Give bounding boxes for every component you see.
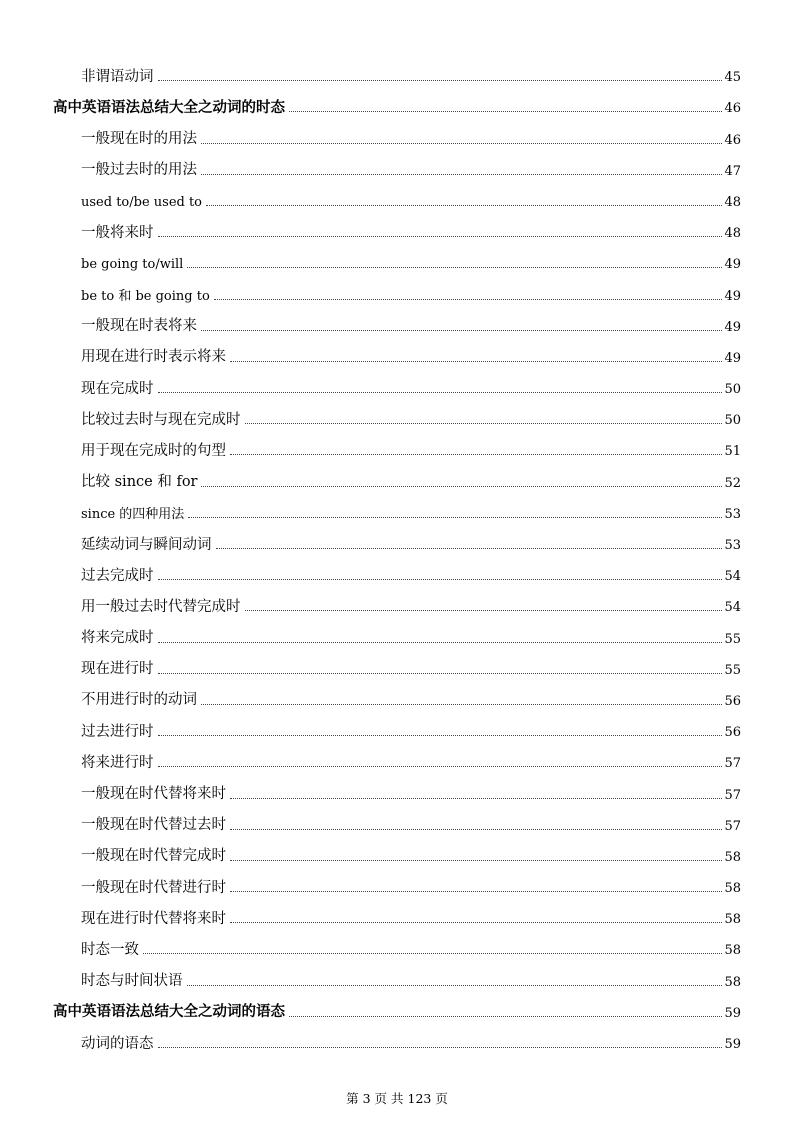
toc-entry-page-number: 46	[724, 132, 741, 148]
toc-entry[interactable]	[53, 431, 741, 462]
toc-entry-page-number: 57	[724, 787, 741, 803]
toc-entry[interactable]	[53, 930, 741, 961]
toc-entry-page-number: 57	[724, 818, 741, 834]
toc-entry-title: 动词的语态	[81, 1035, 154, 1052]
toc-entry-title: 用于现在完成时的句型	[81, 442, 226, 459]
table-of-contents	[53, 57, 741, 1055]
toc-entry-title: 延续动词与瞬间动词	[81, 536, 212, 553]
toc-entry[interactable]	[53, 743, 741, 774]
dot-leader	[188, 516, 722, 518]
toc-entry-page-number: 57	[724, 756, 741, 772]
toc-entry-title: 用一般过去时代替完成时	[81, 598, 241, 615]
toc-entry[interactable]	[53, 338, 741, 369]
toc-entry-title: since 的四种用法	[81, 506, 185, 522]
toc-entry-title: 一般过去时的用法	[81, 162, 197, 179]
toc-entry-title: 一般现在时代替过去时	[81, 817, 226, 834]
dot-leader	[158, 578, 723, 580]
dot-leader	[230, 360, 722, 362]
dot-leader	[230, 890, 722, 892]
toc-entry-title: 现在进行时	[81, 661, 154, 678]
dot-leader	[187, 266, 722, 268]
dot-leader	[230, 921, 722, 923]
toc-entry[interactable]	[53, 868, 741, 899]
toc-entry-title: 高中英语语法总结大全之动词的时态	[53, 98, 285, 116]
toc-entry[interactable]	[53, 837, 741, 868]
toc-entry-page-number: 58	[724, 912, 741, 928]
toc-entry-page-number: 45	[724, 70, 741, 86]
toc-entry-page-number: 58	[724, 974, 741, 990]
toc-entry-page-number: 50	[724, 413, 741, 429]
toc-entry-page-number: 50	[724, 382, 741, 398]
dot-leader	[230, 828, 722, 830]
toc-entry-page-number: 49	[724, 288, 741, 304]
toc-entry-page-number: 49	[724, 257, 741, 273]
toc-entry[interactable]	[53, 618, 741, 649]
dot-leader	[158, 734, 723, 736]
dot-leader	[143, 952, 722, 954]
toc-entry[interactable]	[53, 993, 741, 1024]
toc-entry[interactable]	[53, 88, 741, 119]
dot-leader	[158, 391, 723, 393]
toc-entry-page-number: 48	[724, 194, 741, 210]
toc-entry[interactable]	[53, 369, 741, 400]
toc-entry-title: 一般现在时代替将来时	[81, 786, 226, 802]
dot-leader	[187, 984, 723, 986]
toc-entry-title: be going to/will	[81, 257, 184, 273]
toc-entry-title: 一般现在时代替完成时	[81, 848, 226, 865]
toc-entry-title: 现在进行时代替将来时	[81, 910, 226, 927]
dot-leader	[206, 204, 722, 206]
toc-entry[interactable]	[53, 587, 741, 618]
dot-leader	[158, 765, 723, 767]
dot-leader	[230, 859, 722, 861]
toc-entry-title: 非谓语动词	[81, 68, 154, 85]
dot-leader	[158, 672, 723, 674]
toc-entry[interactable]	[53, 650, 741, 681]
dot-leader	[214, 298, 723, 300]
toc-entry-page-number: 47	[724, 163, 741, 179]
toc-entry-title: 现在完成时	[81, 380, 154, 397]
toc-entry[interactable]	[53, 119, 741, 150]
dot-leader	[158, 235, 723, 237]
toc-entry-page-number: 55	[724, 662, 741, 678]
toc-entry-page-number: 54	[724, 600, 741, 616]
dot-leader	[201, 142, 722, 144]
toc-entry-page-number: 58	[724, 943, 741, 959]
toc-entry-page-number: 46	[724, 101, 741, 117]
toc-entry-title: 一般现在时代替进行时	[81, 879, 226, 896]
toc-entry-title: 一般将来时	[81, 224, 154, 241]
toc-entry[interactable]	[53, 400, 741, 431]
toc-entry-title: 时态一致	[81, 941, 139, 958]
toc-entry[interactable]	[53, 1024, 741, 1055]
toc-entry[interactable]	[53, 899, 741, 930]
toc-entry-page-number: 55	[724, 631, 741, 647]
dot-leader	[201, 329, 722, 331]
toc-entry[interactable]	[53, 307, 741, 338]
toc-entry-title: 将来完成时	[81, 630, 154, 647]
toc-entry[interactable]	[53, 213, 741, 244]
dot-leader	[216, 547, 723, 549]
toc-entry[interactable]	[53, 806, 741, 837]
toc-entry-title: 过去完成时	[81, 567, 154, 584]
toc-entry[interactable]	[53, 151, 741, 182]
toc-entry-page-number: 48	[724, 226, 741, 242]
toc-entry[interactable]	[53, 275, 741, 306]
dot-leader	[158, 1046, 723, 1048]
toc-entry-title: used to/be used to	[81, 194, 203, 210]
toc-entry-title: 比较 since 和 for	[81, 474, 198, 491]
toc-entry[interactable]	[53, 244, 741, 275]
toc-entry-page-number: 54	[724, 569, 741, 585]
dot-leader	[201, 485, 722, 487]
toc-entry-page-number: 49	[724, 350, 741, 366]
toc-entry-title: 将来进行时	[81, 754, 154, 771]
dot-leader	[289, 110, 722, 112]
dot-leader	[289, 1015, 722, 1017]
toc-entry[interactable]	[53, 525, 741, 556]
toc-entry[interactable]	[53, 961, 741, 992]
toc-entry[interactable]	[53, 494, 741, 525]
toc-entry[interactable]	[53, 462, 741, 493]
toc-entry-title: 比较过去时与现在完成时	[81, 411, 241, 428]
dot-leader	[245, 609, 723, 611]
toc-entry-page-number: 59	[724, 1005, 741, 1021]
toc-entry-page-number: 49	[724, 319, 741, 335]
toc-entry-title: 一般现在时的用法	[81, 131, 197, 148]
dot-leader	[158, 79, 723, 81]
dot-leader	[158, 641, 723, 643]
toc-entry-page-number: 56	[724, 725, 741, 741]
toc-entry[interactable]	[53, 556, 741, 587]
dot-leader	[245, 422, 723, 424]
toc-entry-title: 用现在进行时表示将来	[81, 349, 226, 366]
toc-entry-title: 不用进行时的动词	[81, 692, 197, 709]
page-footer: 第 3 页 共 123 页	[346, 1091, 448, 1106]
toc-entry-title: be to 和 be going to	[81, 288, 210, 304]
toc-entry[interactable]	[53, 712, 741, 743]
toc-entry[interactable]	[53, 57, 741, 88]
dot-leader	[201, 173, 722, 175]
toc-entry-page-number: 53	[724, 538, 741, 553]
toc-entry-page-number: 53	[724, 506, 741, 522]
toc-entry-title: 一般现在时表将来	[81, 318, 197, 335]
toc-entry-title: 过去进行时	[81, 723, 154, 740]
toc-entry-title: 高中英语语法总结大全之动词的语态	[53, 1003, 285, 1021]
toc-entry[interactable]	[53, 182, 741, 213]
toc-entry-page-number: 58	[724, 849, 741, 865]
toc-entry-page-number: 51	[724, 444, 741, 460]
dot-leader	[230, 797, 722, 799]
toc-entry-page-number: 59	[724, 1037, 741, 1052]
toc-entry[interactable]	[53, 681, 741, 712]
toc-entry[interactable]	[53, 774, 741, 805]
toc-entry-page-number: 52	[724, 475, 741, 491]
toc-entry-page-number: 56	[724, 693, 741, 709]
toc-entry-title: 时态与时间状语	[81, 973, 183, 990]
dot-leader	[230, 453, 722, 455]
dot-leader	[201, 703, 722, 705]
toc-entry-page-number: 58	[724, 881, 741, 897]
